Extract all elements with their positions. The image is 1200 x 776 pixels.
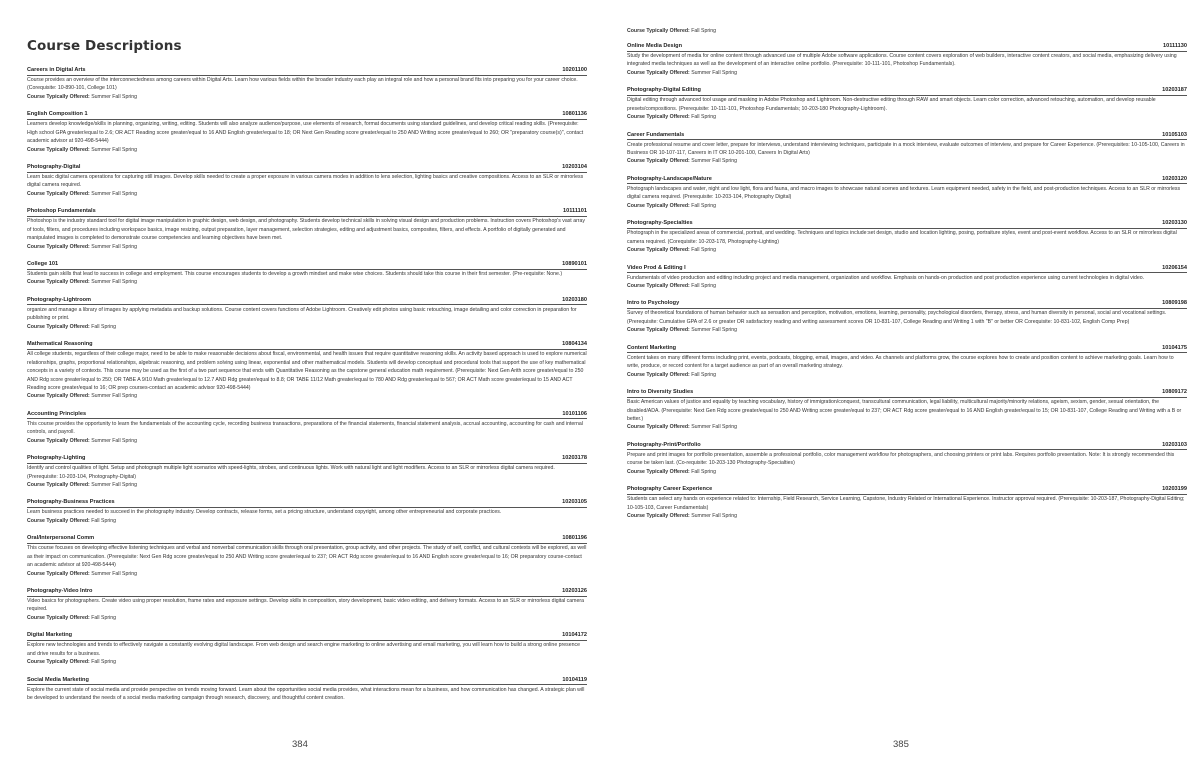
offered-value: Summer Fall Spring (691, 424, 738, 431)
course-title: Content Marketing (627, 344, 677, 351)
course-description: This course provides the opportunity to learn the fundamentals of the accounting cycle, recording business transactions, preparations of the financial statements, financial statement analysis, accrual accounting, accounting for cash and internal controls, and payroll. (27, 420, 583, 436)
course-offered (27, 323, 587, 331)
course-entry (627, 486, 1187, 520)
course-entry (27, 261, 587, 286)
course-title: Intro to Diversity Studies (627, 389, 694, 396)
course-offered (627, 468, 1187, 476)
offered-value: Summer Fall Spring (691, 69, 738, 76)
offered-value: Summer Fall Spring (691, 327, 738, 334)
course-entry (627, 265, 1187, 290)
offered-value: Summer Fall Spring (91, 146, 138, 153)
offered-label: Course Typically Offered: (627, 69, 690, 76)
course-code: 10206154 (1162, 264, 1187, 271)
course-entry (27, 677, 587, 703)
course-description: Video basics for photographers. Create video using proper resolution, frame rates and exposure settings. Develop skills in composition, story development, basic video editing, and delivery formats. Access to an SLR or mirrorless digital camera required. (27, 598, 584, 613)
course-entry (27, 111, 587, 153)
course-title: Photography-Digital (27, 164, 81, 171)
offered-label: Course Typically Offered: (627, 512, 690, 519)
course-description: Digital editing through advanced tool usage and masking in Adobe Photoshop and Lightroom. Non-destructive editing through RAW and smart objects. Learn color correction, advanced retouching, automation, and develop reusable presets/compositions. (Prerequisite: 10-111-101, Photoshop Fundamentals; 10-203-180 Photography-Lightroom). (627, 97, 1156, 112)
offered-value: Summer Fall Spring (691, 158, 738, 165)
offered-label: Course Typically Offered: (627, 327, 690, 334)
offered-label: Course Typically Offered: (27, 481, 90, 488)
course-offered (27, 146, 587, 154)
offered-value: Fall Spring (91, 323, 116, 330)
course-offered (627, 113, 1187, 121)
offered-label: Course Typically Offered: (27, 190, 90, 197)
offered-value: Summer Fall Spring (91, 570, 138, 577)
course-title: Photography-Lightroom (27, 296, 92, 303)
course-header (27, 588, 587, 597)
course-code: 10105103 (1162, 131, 1187, 138)
offered-label: Course Typically Offered: (27, 437, 90, 444)
course-description: Create professional resume and cover letter, prepare for interviews, understand interviewing techniques, participate in a mock interview, evaluate outcomes of interview, and prepare for Career Experience. (Prerequisites: 10-105-100, Careers in Business OR 10-107-117, Careers in IT OR 10-201-100, Careers In Digital Arts) (627, 141, 1185, 157)
course-entry (627, 300, 1187, 334)
offered-label: Course Typically Offered: (27, 93, 90, 100)
course-code: 10203130 (1162, 220, 1187, 227)
left-course-list (27, 67, 587, 703)
course-header (27, 261, 587, 270)
offered-label: Course Typically Offered: (27, 393, 90, 400)
course-title: Photography-Lighting (27, 455, 86, 462)
course-header (27, 164, 587, 173)
offered-value: Fall Spring (691, 247, 716, 254)
course-description: Fundamentals of video production and editing including project and media management, organization and workflow. Emphasis on hands-on production and post production experience using current technologies in digital video. (627, 274, 1145, 281)
course-header (27, 297, 587, 306)
course-title: Careers in Digital Arts (27, 67, 86, 73)
course-title: Photography-Print/Portfolio (627, 441, 701, 448)
course-description: Explore new technologies and trends to effectively navigate a constantly evolving digital landscape. From web design and search engine marketing to online advertising and email marketing, you will learn how to build a strong online presence and drive results for a business. (27, 642, 580, 657)
course-title: Photography-Digital Editing (627, 87, 701, 94)
left-page (27, 0, 587, 776)
course-description: Course provides an overview of the interconnectedness among careers within Digital Arts. Learn how various fields within the broader industry each play an integral role and how a personal brand fits into preparing you for your career choice. (Corequisite: 10-890-101, College 101) (27, 77, 578, 92)
course-description: Photograph in the specialized areas of commercial, portrait, and wedding. Techniques and topics include:set design, studio and location lighting, posing, portraiture styles, event and post-event workflow. Access to an SLR or mirrorless digital camera required. (Corequisite: 10-203-178, Photography-Lighting) (627, 230, 1177, 245)
course-header (27, 67, 587, 76)
course-entry (27, 411, 587, 445)
course-header (627, 442, 1187, 451)
course-entry (627, 220, 1187, 254)
course-entry (27, 499, 587, 524)
offered-value: Summer Fall Spring (91, 190, 138, 197)
offered-label: Course Typically Offered: (27, 614, 90, 621)
offered-label: Course Typically Offered: (27, 323, 90, 330)
course-code: 10804134 (562, 341, 587, 348)
course-code: 10203104 (562, 164, 587, 171)
course-title: Online Media Design (627, 43, 683, 49)
course-entry (27, 67, 587, 101)
course-title: English Composition 1 (27, 111, 88, 118)
course-entry (627, 176, 1187, 210)
offered-label: Course Typically Offered: (27, 243, 90, 250)
course-code: 10203180 (562, 296, 587, 303)
course-entry (627, 132, 1187, 166)
course-offered (627, 69, 1187, 77)
course-code: 10104119 (562, 676, 587, 683)
course-title: Photography-Video Intro (27, 588, 93, 595)
course-header (627, 265, 1187, 274)
course-title: Mathematical Reasoning (27, 341, 93, 348)
offered-value: Fall Spring (91, 659, 116, 666)
course-entry (627, 442, 1187, 476)
course-description: Survey of theoretical foundations of human behavior such as sensation and perception, motivation, emotions, learning, personality, psychological disorders, therapy, stress, and human diversity in personal, social and vocational settings. (Prerequisite: Cumulative GPA of 2.6 or greater OR satisfactory reading and writing assessment scores OR 10-831-107, College Reading and Writing 1 with "B" or better OR Corequisite: 10-831-102, English Comp Prep) (627, 310, 1167, 325)
offered-label: Course Typically Offered: (627, 114, 690, 121)
course-offered (627, 371, 1187, 379)
course-entry (27, 588, 587, 622)
course-description: Basic American values of justice and equality by teaching vocabulary, history of immigration/conquest, transcultural communication, legal liability, multicultural majority/minority relations, ageism, sexism, gender, sexual orientation, the disabled/ADA. (Prerequisite: Next Gen Rdg score greater/equal to 250 AND Writing score greater/equal to 237; OR ACT Rdg score greater/equal to 16 AND English greater/equal to 15; OR 10-831-107, College Reading and Writing with a B or better.) (627, 399, 1182, 422)
course-description: Learn basic digital camera operations for capturing still images. Develop skills needed to create a proper exposure in various camera modes in addition to lens selection, lighting basics and creative compositions. Access to an SLR or mirrorless digital camera required. (27, 174, 584, 189)
offered-value: Fall Spring (91, 614, 116, 621)
offered-value: Fall Spring (91, 517, 116, 524)
offered-label: Course Typically Offered: (627, 202, 690, 209)
course-code: 10801196 (562, 535, 587, 542)
course-offered (27, 481, 587, 489)
right-course-list (627, 43, 1187, 520)
course-offered (627, 246, 1187, 254)
offered-value: Fall Spring (691, 282, 716, 289)
course-header (27, 535, 587, 544)
offered-label: Course Typically Offered: (627, 158, 690, 165)
course-entry (27, 632, 587, 666)
course-header (627, 43, 1187, 52)
course-header (27, 341, 587, 350)
course-title: Photography-Business Practices (27, 499, 115, 506)
offered-label: Course Typically Offered: (27, 517, 90, 524)
offered-label: Course Typically Offered: (627, 371, 690, 378)
course-entry (27, 535, 587, 577)
course-header (627, 132, 1187, 141)
course-description: Photoshop is the industry standard tool for digital image manipulation in graphic design, web design, and photography. Students develop technical skills in solving visual design and production problems. Instruction covers Photoshop's vast array of tools, filters, and procedures including workspace basics, image resizing, output preparation, layer management, selection strategies, editing and adjustment basics, composites, filters, and effects. A portfolio of digitally generated and manipulated images is completed to demonstrate course competencies and learning objectives have been met. (27, 218, 586, 242)
right-page (627, 0, 1187, 776)
course-header (627, 87, 1187, 96)
course-title: Intro to Psychology (627, 300, 680, 307)
course-entry (27, 341, 587, 400)
course-description: Study the development of media for online content through advanced use of multiple Adobe software applications. Course content covers exploration of web builders, interactive content creators, and social media, emphasizing delivery using integrated media techniques as well as the development of an interactive online portfolio. (Prerequisite: 10-111-101, Photoshop Fundamentals). (627, 53, 1177, 68)
course-header (627, 176, 1187, 185)
course-offered (27, 517, 587, 525)
course-header (27, 455, 587, 464)
course-title: Career Fundamentals (627, 131, 685, 138)
offered-value: Fall Spring (691, 371, 716, 378)
course-offered (627, 202, 1187, 210)
course-offered (27, 190, 587, 198)
course-description: Identify and control qualities of light. Setup and photograph multiple light scenarios with speed-lights, strobes, and continuous lights. Work with natural light and light modifiers. Access to an SLR or mirrorless digital camera required. (Prerequisite: 10-203-104, Photography-Digital) (27, 465, 555, 480)
course-entry (27, 164, 587, 198)
course-offered (27, 437, 587, 445)
course-offered (27, 658, 587, 666)
course-code: 10801136 (562, 111, 587, 118)
course-entry (627, 43, 1187, 77)
course-code: 10203105 (562, 499, 587, 506)
course-code: 10203120 (1162, 175, 1187, 182)
course-description: Photograph landscapes and water, night and low light, flora and fauna, and macro images to showcase natural scenes and textures. Learn equipment needed, safety in the field, and post-production techniques. Access to an SLR or mirrorless digital camera required. (Prerequisite: 10-203-104, Photography Digital) (627, 185, 1181, 201)
course-code: 10809172 (1162, 389, 1187, 396)
course-title: Accounting Principles (27, 410, 87, 417)
course-title: Photography Career Experience (627, 486, 713, 493)
course-header (27, 499, 587, 508)
course-description: Learners develop knowledge/skills in planning, organizing, writing, editing. Students will also analyze audience/purpose, use elements of research, format documents using standard guidelines, and develop critical reading skills. (Prerequisite: High school GPA greater/equal to 2.6; OR ACT Reading score greater/equal to 16 AND English greater/equal to 18; OR Next Gen Reading score greater/equal to 250 AND Writing score greater/equal to 260; OR "preparatory course(s)", contact academic advisor at 920-498-5444) (27, 121, 584, 145)
course-title: Video Prod & Editing I (627, 264, 686, 271)
course-description: All college students, regardless of their college major, need to be able to make reasonable decisions about fiscal, environmental, and health issues that require quantitative reasoning skills. An activity based approach is used to explore numerical relationships, graphs, proportional relationships, algebraic reasoning, and problem solving using linear, exponential and other mathematical models. Students will develop conceptual and procedural tools that support the use of key mathematical concepts in a variety of contexts. This course may be used as the first of a two part sequence that ends with Quantitative Reasoning as the capstone general education math requirement. (Prerequisite: Next Gen Arith score greater/equal to 250 AND Rdg score greater/equal to 250; OR TABE A 9/10 Math greater/equal to 12.7 AND Rdg greater/equal to 8.8; OR TABE 11/12 Math greater/equal to 780 AND Rdg greater/equal to 567; OR ACT Math score greater/equal to 15 AND ACT Reading score greater/equal to 16; OR prep courses-contact an academic advisor 920-498-5444) (27, 351, 587, 391)
course-title: Digital Marketing (27, 632, 73, 639)
offered-value: Summer Fall Spring (91, 437, 138, 444)
course-entry (27, 297, 587, 331)
course-header (27, 208, 587, 217)
course-header (27, 677, 587, 686)
course-offered (27, 570, 587, 578)
course-entry (627, 87, 1187, 121)
page-number-left: 384 (292, 739, 308, 750)
offered-value: Summer Fall Spring (691, 512, 738, 519)
offered-label: Course Typically Offered: (27, 659, 90, 666)
offered-value: Fall Spring (691, 202, 716, 209)
offered-label: Course Typically Offered: (627, 468, 690, 475)
offered-value: Summer Fall Spring (91, 93, 138, 100)
course-code: 10203178 (562, 455, 587, 462)
course-entry (627, 389, 1187, 431)
course-title: Social Media Marketing (27, 676, 89, 683)
course-title: College 101 (27, 261, 59, 268)
offered-label: Course Typically Offered: (627, 28, 690, 34)
course-code: 10203126 (562, 588, 587, 595)
course-title: Photography-Landscape/Nature (627, 175, 712, 182)
course-offered (627, 282, 1187, 290)
course-code: 10890101 (562, 261, 587, 268)
course-header (627, 345, 1187, 354)
course-offered (627, 423, 1187, 431)
course-code: 10101106 (562, 410, 587, 417)
course-description: Learn business practices needed to succeed in the photography industry. Develop contracts, release forms, set a pricing structure, understand copyright, among other entrepreneurial and corporate practices. (27, 509, 502, 516)
course-offered (627, 512, 1187, 520)
course-entry (27, 208, 587, 250)
course-offered (27, 278, 587, 286)
offered-value: Summer Fall Spring (91, 393, 138, 400)
offered-label: Course Typically Offered: (627, 282, 690, 289)
course-title: Photography-Specialties (627, 220, 693, 227)
offered-value: Fall Spring (691, 468, 716, 475)
course-header (627, 486, 1187, 495)
course-code: 10809198 (1162, 300, 1187, 307)
course-header (27, 411, 587, 420)
course-description: Content takes on many different forms including print, events, podcasts, blogging, email, images, and video. As channels and platforms grow, the course explores how to create and position content to achieve marketing goals. Learn how to write, produce, or record content for a target audience as part of an overall marketing strategy. (627, 354, 1174, 370)
course-description: Students gain skills that lead to success in college and employment. This course encourages students to develop a growth mindset and make wise choices. Students should take this course in their first semester. (Pre-requisite: None.) (27, 271, 563, 278)
course-code: 10203199 (1162, 486, 1187, 493)
page-number-right: 385 (893, 739, 909, 750)
offered-label: Course Typically Offered: (627, 424, 690, 431)
course-code: 10201100 (562, 67, 587, 73)
course-offered (27, 243, 587, 251)
course-code: 10104172 (562, 632, 587, 639)
offered-value: Fall Spring (691, 114, 716, 121)
offered-label: Course Typically Offered: (27, 570, 90, 577)
course-description: This course focuses on developing effective listening techniques and verbal and nonverbal communication skills through oral presentation, group activity, and other projects. The study of self, conflict, and cultural contexts will be explored, as well as their impact on communication. (Prerequisite: Next Gen Rdg score greater/equal to 250 AND Writing score greater/equal to 237; OR ACT Rdg score greater/equal to 16 AND English score greater/equal to 16; OR preparatory course-contact an academic advisor at 920-498-5444) (27, 545, 587, 569)
course-code: 10111130 (1163, 43, 1187, 49)
course-entry (27, 455, 587, 489)
course-description: Students can select any hands on experience related to: Internship, Field Research, Service Learning, Capstone, Industry Related or International Experience. Instructor approval required. (Prerequisite: 10-203-187, Photography-Digital Editing; 10-105-103, Career Fundamentals) (627, 496, 1185, 511)
course-header (627, 300, 1187, 309)
course-header (27, 111, 587, 120)
course-header (627, 389, 1187, 398)
offered-label: Course Typically Offered: (627, 247, 690, 254)
course-offered (27, 614, 587, 622)
course-code: 10203103 (1162, 441, 1187, 448)
course-title: Photoshop Fundamentals (27, 208, 96, 215)
course-header (27, 632, 587, 641)
course-offered (27, 392, 587, 400)
course-title: Oral/Interpersonal Comm (27, 535, 95, 542)
course-code: 10203187 (1162, 87, 1187, 94)
course-entry (627, 345, 1187, 379)
offered-value: Fall Spring (691, 28, 716, 34)
offered-label: Course Typically Offered: (27, 146, 90, 153)
course-offered (627, 326, 1187, 334)
offered-label: Course Typically Offered: (27, 279, 90, 286)
course-offered (627, 157, 1187, 165)
offered-value: Summer Fall Spring (91, 279, 138, 286)
course-description: organize and manage a library of images by applying metadata and backup solutions. Course content covers functions of Adobe Lightroom. Creatively edit photos using basic retouching, image detailing and color correction in preparation for publishing or print. (27, 306, 577, 322)
offered-value: Summer Fall Spring (91, 481, 138, 488)
course-code: 10104175 (1162, 344, 1187, 351)
page-heading: Course Descriptions (27, 38, 182, 54)
continued-offered-line (627, 27, 1187, 35)
offered-value: Summer Fall Spring (91, 243, 138, 250)
course-code: 10111101 (563, 208, 587, 215)
course-offered (27, 93, 587, 101)
course-description: Prepare and print images for portfolio presentation, assemble a professional portfolio, color management workflow for photographers, and choosing printers or print labs. Requires portfolio presentation. Note: It is strongly recommended this course be taken last. (Co-requisite: 10-203-130 Photography-Specialties) (627, 451, 1175, 467)
course-description: Explore the current state of social media and provide perspective on trends moving forward. Learn about the opportunities social media provides, what interactions mean for a business, and how communication has changed. A strategic plan will be developed to understand the needs of a social media marketing campaign through research, discovery, and thoughtful content creation. (27, 686, 585, 702)
course-header (627, 220, 1187, 229)
